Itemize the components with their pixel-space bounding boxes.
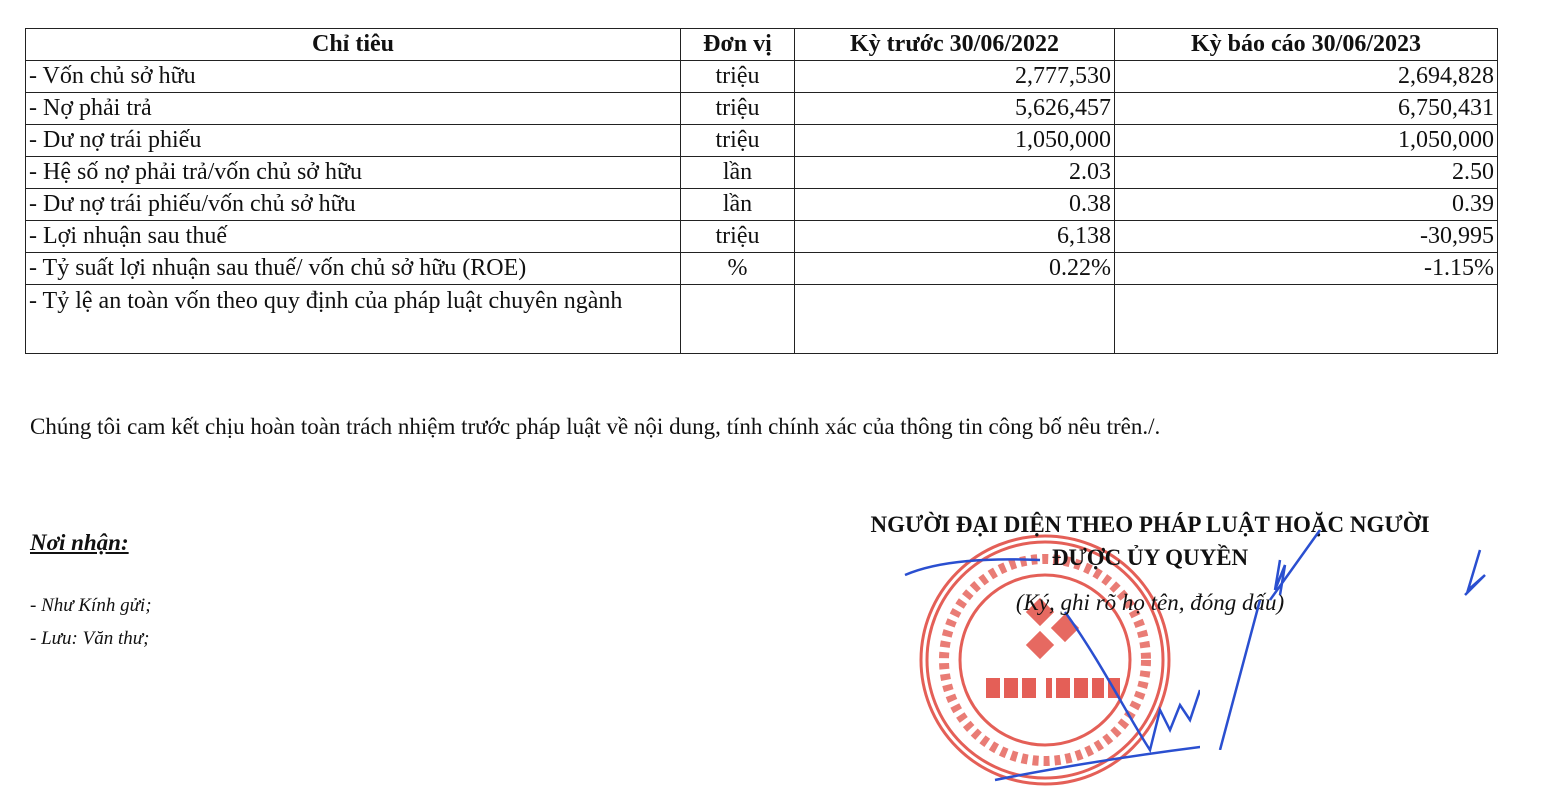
row-curr: 1,050,000	[1115, 125, 1498, 157]
row-label: - Tỷ lệ an toàn vốn theo quy định của pháp luật chuyên ngành	[26, 285, 681, 354]
col-unit: Đơn vị	[681, 29, 795, 61]
row-curr: 0.39	[1115, 189, 1498, 221]
row-prev: 5,626,457	[795, 93, 1115, 125]
signature-icon	[1150, 520, 1510, 750]
row-curr: -30,995	[1115, 221, 1498, 253]
table-row	[26, 189, 1498, 221]
col-prev: Kỳ trước 30/06/2022	[795, 29, 1115, 61]
table-row	[26, 285, 1498, 354]
recipient-item: - Lưu: Văn thư;	[30, 628, 150, 649]
recipient-item: - Như Kính gửi;	[30, 595, 152, 616]
row-prev: 6,138	[795, 221, 1115, 253]
representative-line2: ĐƯỢC ỦY QUYỀN	[1051, 545, 1249, 570]
row-curr: 6,750,431	[1115, 93, 1498, 125]
row-unit: triệu	[681, 93, 795, 125]
table-row	[26, 125, 1498, 157]
row-unit: triệu	[681, 61, 795, 93]
row-curr: 2,694,828	[1115, 61, 1498, 93]
table-row	[26, 253, 1498, 285]
row-unit: lần	[681, 189, 795, 221]
row-unit	[681, 285, 795, 354]
recipients-title: Nơi nhận:	[30, 530, 129, 555]
row-label: - Lợi nhuận sau thuế	[26, 221, 681, 253]
row-prev: 2,777,530	[795, 61, 1115, 93]
col-curr: Kỳ báo cáo 30/06/2023	[1115, 29, 1498, 61]
table-row	[26, 61, 1498, 93]
row-prev: 2.03	[795, 157, 1115, 189]
signature-note: (Ký, ghi rõ họ tên, đóng dấu)	[1015, 590, 1285, 615]
row-label: - Dư nợ trái phiếu/vốn chủ sở hữu	[26, 189, 681, 221]
row-prev: 0.38	[795, 189, 1115, 221]
row-label: - Hệ số nợ phải trả/vốn chủ sở hữu	[26, 157, 681, 189]
row-label: - Dư nợ trái phiếu	[26, 125, 681, 157]
row-curr	[1115, 285, 1498, 354]
col-indicator: Chỉ tiêu	[26, 29, 681, 61]
row-curr: 2.50	[1115, 157, 1498, 189]
row-unit: triệu	[681, 221, 795, 253]
row-unit: %	[681, 253, 795, 285]
table-row	[26, 157, 1498, 189]
representative-line1: NGƯỜI ĐẠI DIỆN THEO PHÁP LUẬT HOẶC NGƯỜI	[870, 512, 1430, 537]
row-label: - Tỷ suất lợi nhuận sau thuế/ vốn chủ sở hữu (ROE)	[26, 253, 681, 285]
row-prev: 0.22%	[795, 253, 1115, 285]
table-header	[26, 29, 1498, 61]
row-prev	[795, 285, 1115, 354]
row-label: - Nợ phải trả	[26, 93, 681, 125]
row-curr: -1.15%	[1115, 253, 1498, 285]
table-row	[26, 221, 1498, 253]
row-unit: triệu	[681, 125, 795, 157]
commitment-statement: Chúng tôi cam kết chịu hoàn toàn trách nhiệm trước pháp luật về nội dung, tính chính xác của thông tin công bố nêu trên./.	[30, 414, 1161, 439]
row-label: - Vốn chủ sở hữu	[26, 61, 681, 93]
row-prev: 1,050,000	[795, 125, 1115, 157]
financial-indicators-table	[25, 28, 1498, 354]
table-row	[26, 93, 1498, 125]
row-unit: lần	[681, 157, 795, 189]
